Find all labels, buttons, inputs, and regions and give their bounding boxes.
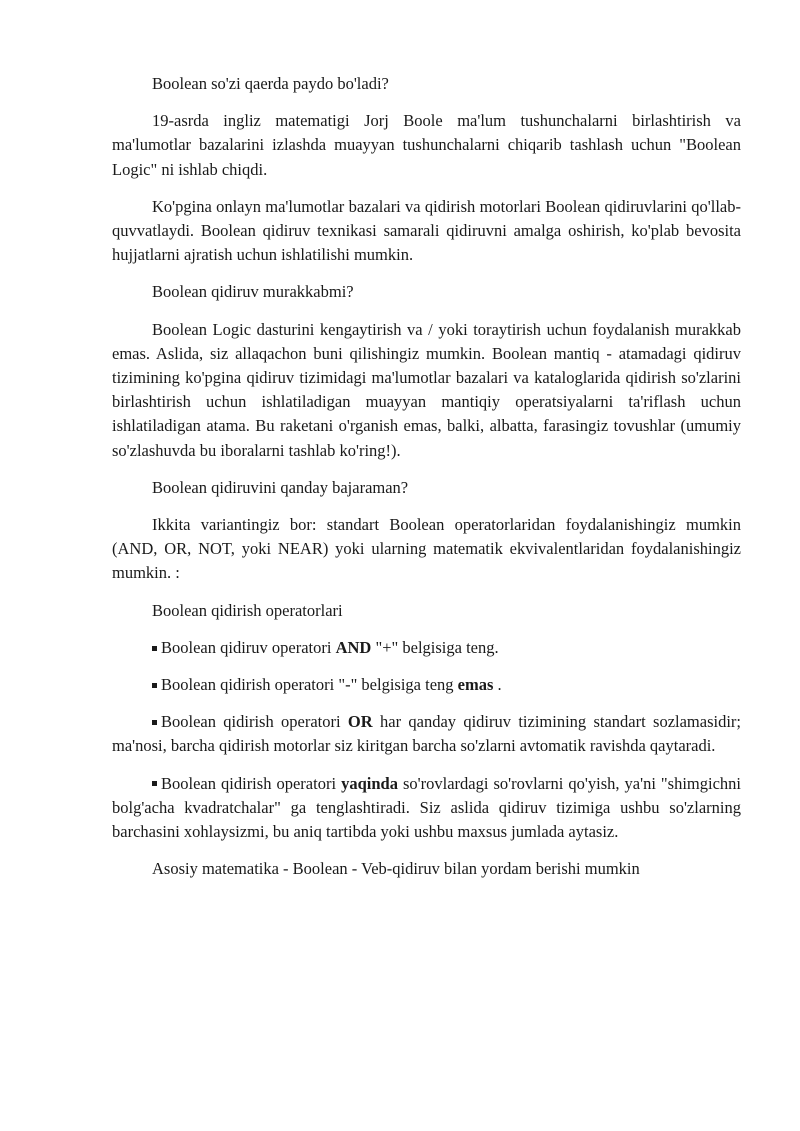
bullet-text: Boolean qidirish operatori "-" belgisiga teng <box>161 675 458 695</box>
bullet-text: . <box>493 675 502 695</box>
bullet-text: Boolean qidiruv operatori <box>161 637 336 657</box>
operators-heading: Boolean qidirish operatorlari <box>152 600 343 620</box>
paragraph-2: Ko'pgina onlayn ma'lumotlar bazalari va qidirish motorlari Boolean qidiruvlarini qo'llab-quvvatlaydi. Boolean qidiruv texnikasi samarali qidiruvni amalga oshirish, ko'plab bevosita hujjatlarni ajratish uchun ishlatilishi mumkin. <box>112 196 741 265</box>
bullet-item-near <box>112 772 741 845</box>
paragraph-1: 19-asrda ingliz matematigi Jorj Boole ma'lum tushunchalarni birlashtirish va ma'lumotlar bazalarini izlashda muayyan tushunchalarni chiqarib tashlash uchun "Boolean Logic" ni ishlab chiqdi. <box>112 111 741 179</box>
bullet-keyword: emas <box>457 675 494 695</box>
question-heading-3: Boolean qidiruvini qanday bajaraman? <box>152 477 409 497</box>
bullet-keyword: AND <box>335 637 372 657</box>
bullet-square-icon <box>152 683 157 688</box>
bullet-text: Boolean qidirish operatori <box>161 712 348 732</box>
bullet-square-icon <box>152 720 157 725</box>
bullet-item-and <box>112 636 741 660</box>
bullet-text: "+" belgisiga teng. <box>371 637 499 657</box>
question-heading-2: Boolean qidiruv murakkabmi? <box>152 282 354 302</box>
bullet-square-icon <box>152 781 157 786</box>
bullet-item-or <box>112 710 741 758</box>
bullet-text: har qanday qidiruv tizimining standart sozlamasidir; ma'nosi, barcha qidirish motorlar siz kiritgan barcha so'zlarni avtomatik ravishda qaytaradi. <box>112 712 741 756</box>
question-heading-1: Boolean so'zi qaerda paydo bo'ladi? <box>152 74 389 93</box>
paragraph-4: Ikkita variantingiz bor: standart Boolean operatorlaridan foydalanishingiz mumkin (AND, OR, NOT, yoki NEAR) yoki ularning matematik ekvivalentlaridan foydalanishingiz mumkin. : <box>112 515 741 583</box>
bullet-keyword: yaqinda <box>341 773 398 793</box>
document-page <box>112 72 741 894</box>
paragraph-3: Boolean Logic dasturini kengaytirish va / yoki toraytirish uchun foydalanish murakkab emas. Aslida, siz allaqachon buni qilishingiz mumkin. Boolean mantiq - atamadagi qidiruv tizimining ko'pgina qidiruv tizimidagi ma'lumotlar bazalari va kataloglarida qidirish so'zlarini birlashtirish uchun ishlatiladigan muayyan mantiqiy operatsiyalarni ta'riflash uchun ishlatiladigan atama. Bu raketani o'rganish emas, balki, albatta, farasingiz tovushlar (umumiy so'zlashuvda bu iboralarni tashlab ko'ring!). <box>112 319 741 460</box>
bullet-item-not <box>112 673 741 697</box>
closing-line: Asosiy matematika - Boolean - Veb-qidiruv bilan yordam berishi mumkin <box>152 859 640 879</box>
bullet-text: so'rovlardagi so'rovlarni qo'yish, ya'ni "shimgichni bolg'acha kvadratchalar" ga tenglashtiradi. Siz aslida qidiruv tizimiga ushbu so'zlarning barchasini xohlaysizmi, bu aniq tartibda yoki ushbu maxsus jumlada aytasiz. <box>112 773 742 842</box>
bullet-square-icon <box>152 646 157 651</box>
bullet-keyword: OR <box>347 712 373 732</box>
bullet-text: Boolean qidirish operatori <box>161 773 342 793</box>
